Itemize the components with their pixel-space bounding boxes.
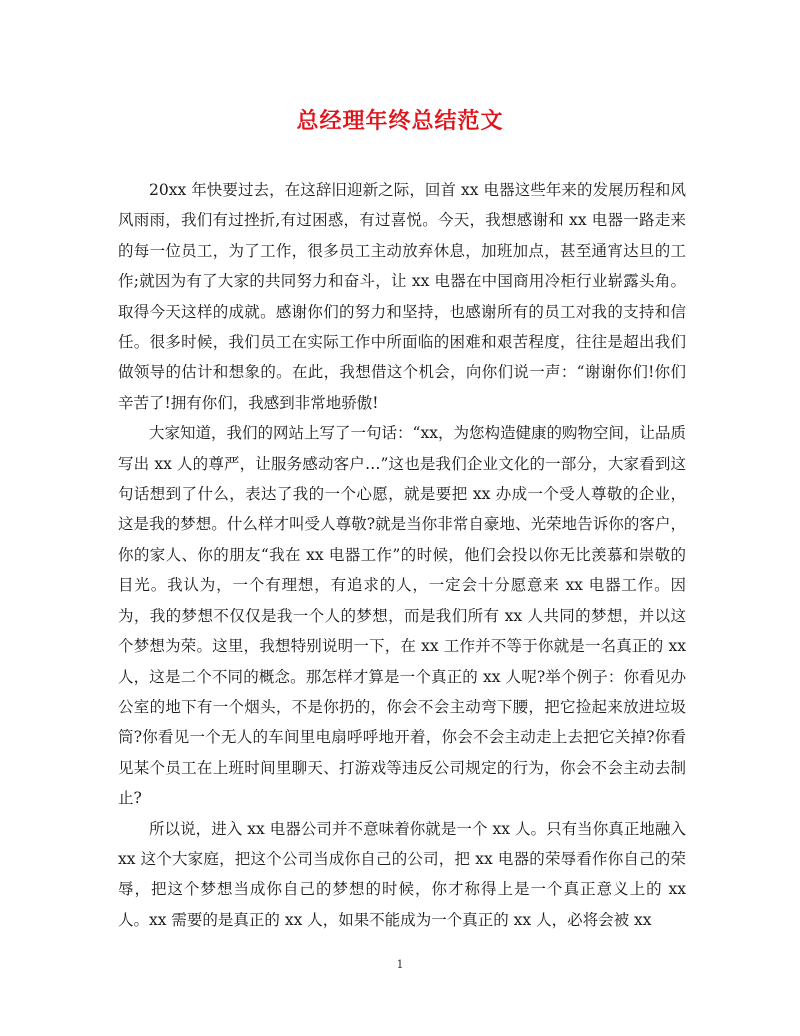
- paragraph-1: 20xx 年快要过去，在这辞旧迎新之际，回首 xx 电器这些年来的发展历程和风风雨雨，我们有过挫折,有过困惑，有过喜悦。今天，我想感谢和 xx 电器一路走来的每一位员工，为了工作，很多员工主动放弃休息，加班加点，甚至通宵达旦的工作;就因为有了大家的共同努力和奋斗，让 xx 电器在中国商用冷柜行业崭露头角。取得今天这样的成就。感谢你们的努力和坚持，也感谢所有的员工对我的支持和信任。很多时候，我们员工在实际工作中所面临的困难和艰苦程度，往往是超出我们做领导的估计和想象的。在此，我想借这个机会，向你们说一声：“谢谢你们!你们辛苦了!拥有你们，我感到非常地骄傲!: [118, 181, 686, 412]
- page-number: 1: [396, 958, 404, 971]
- paragraph-2: 大家知道，我们的网站上写了一句话：“xx，为您构造健康的购物空间，让品质写出 xx 人的尊严，让服务感动客户…”这也是我们企业文化的一部分，大家看到这句话想到了什么，表达了我的一个心愿，就是要把 xx 办成一个受人尊敬的企业，这是我的梦想。什么样才叫受人尊敬?就是当你非常自豪地、光荣地告诉你的客户，你的家人、你的朋友“我在 xx 电器工作”的时候，他们会投以你无比羡慕和崇敬的目光。我认为，一个有理想，有追求的人，一定会十分愿意来 xx 电器工作。因为，我的梦想不仅仅是我一个人的梦想，而是我们所有 xx 人共同的梦想，并以这个梦想为荣。这里，我想特别说明一下，在 xx 工作并不等于你就是一名真正的 xx 人，这是二个不同的概念。那怎样才算是一个真正的 xx 人呢?举个例子：你看见办公室的地下有一个烟头，不是你扔的，你会不会主动弯下腰，把它捡起来放进垃圾筒?你看见一个无人的车间里电扇呼呼地开着，你会不会主动走上去把它关掉?你看见某个员工在上班时间里聊天、打游戏等违反公司规定的行为，你会不会主动去制止?: [118, 424, 686, 808]
- document-body: [118, 175, 686, 935]
- paragraph-3: 所以说，进入 xx 电器公司并不意味着你就是一个 xx 人。只有当你真正地融入 xx 这个大家庭，把这个公司当成你自己的公司，把 xx 电器的荣辱看作你自己的荣辱，把这个梦想当成你自己的梦想的时候，你才称得上是一个真正意义上的 xx 人。xx 需要的是真正的 xx 人，如果不能成为一个真正的 xx 人，必将会被 xx: [118, 819, 686, 929]
- document-title: 总经理年终总结范文: [296, 108, 504, 134]
